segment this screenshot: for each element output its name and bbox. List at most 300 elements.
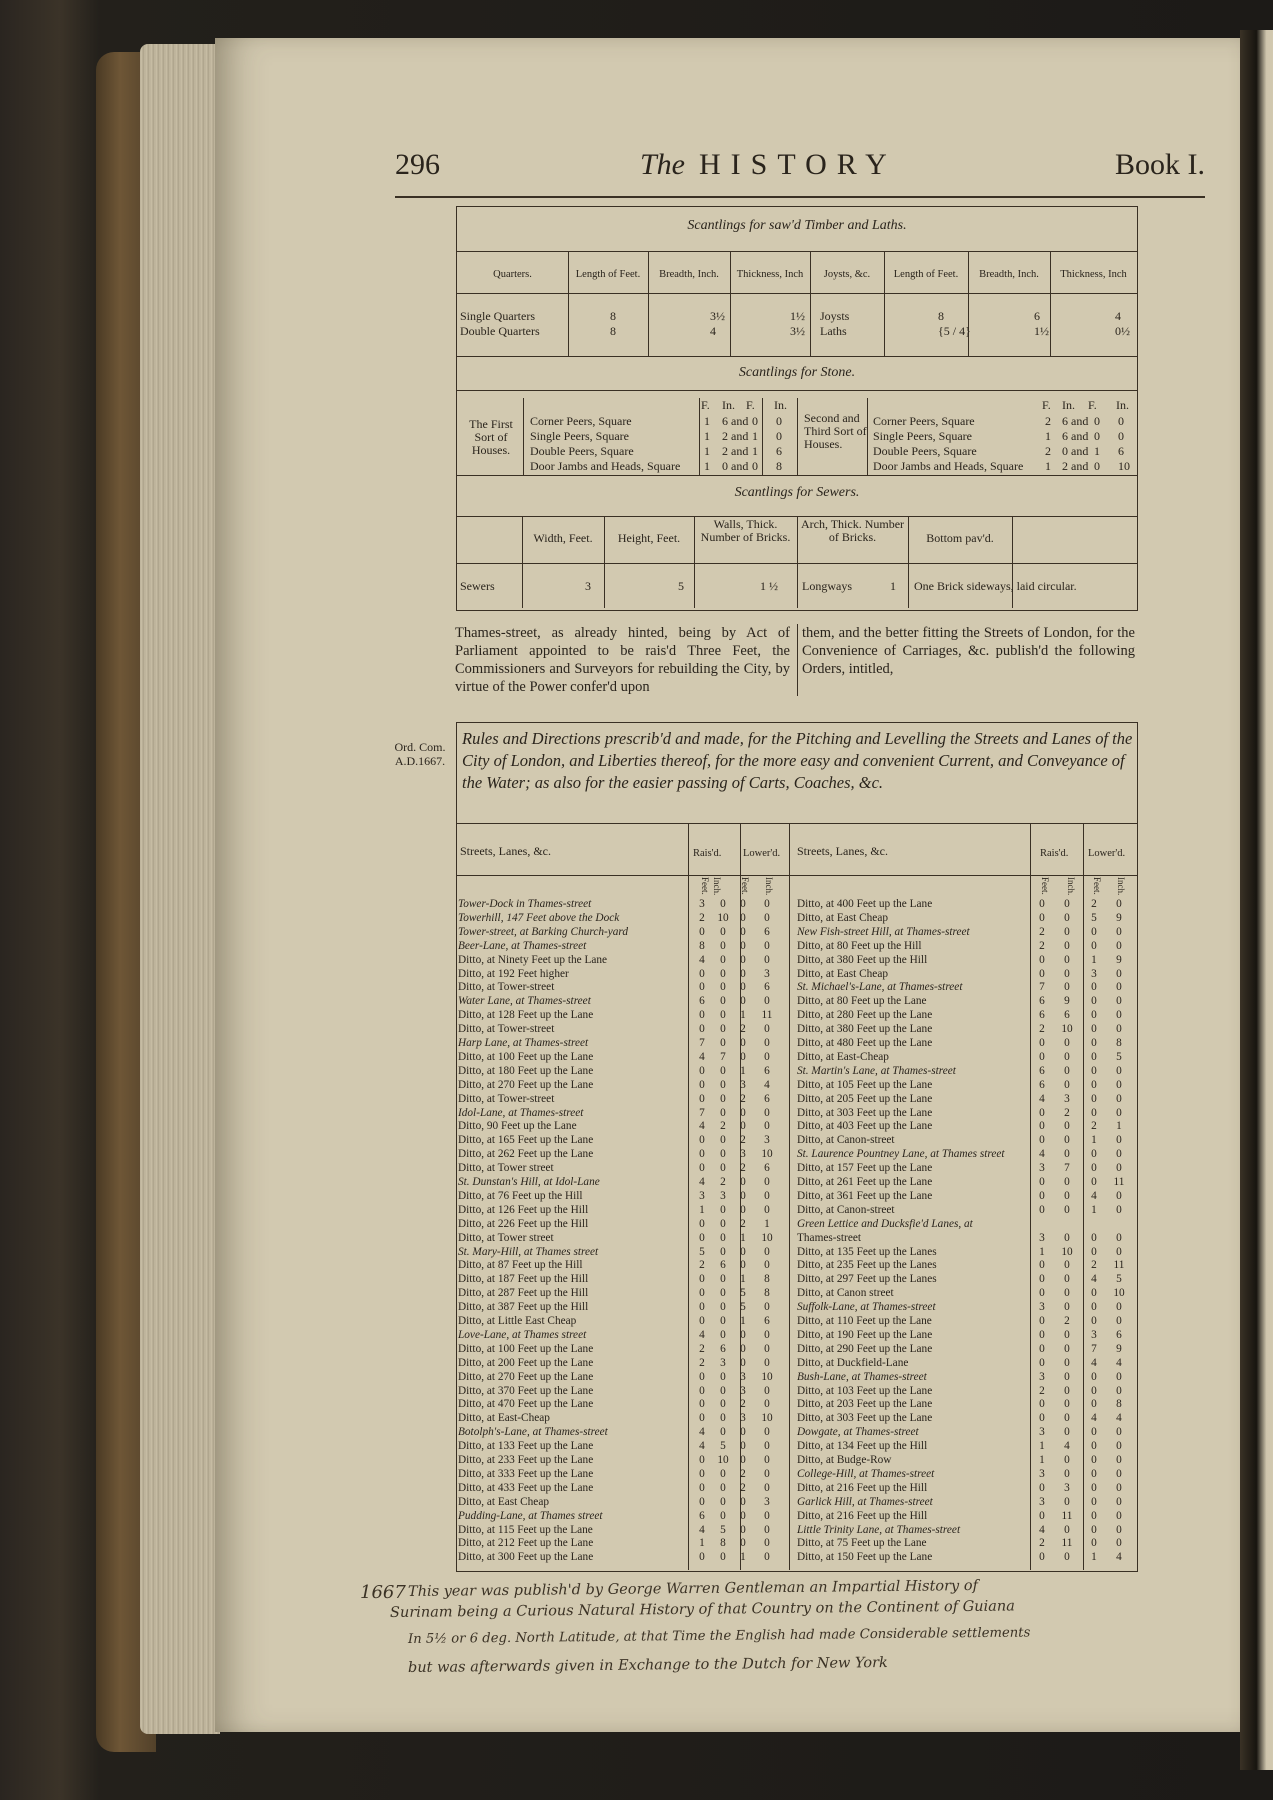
street-value: 4 [1039,1148,1045,1161]
street-value: 0 [1064,1342,1070,1355]
street-entry: Ditto, at East-Cheap [458,1412,550,1425]
book-gutter [1240,30,1273,1770]
street-entry: Ditto, at 400 Feet up the Lane [797,898,933,910]
stone-value: 0 [1118,429,1124,443]
street-value: 3 [740,1148,746,1161]
street-value: 5 [1116,1273,1122,1286]
street-value: 0 [1091,1148,1097,1161]
stone-value: 0 [752,459,758,473]
stone-value: 6 and [1062,414,1089,428]
street-value: 0 [1039,1203,1045,1216]
stone-value: 0 [776,414,782,428]
street-value: 0 [764,1454,770,1466]
unit-header: Feet. [700,877,710,895]
street-value: 0 [764,1176,770,1188]
street-value: 0 [1116,925,1122,938]
street-entry: Ditto, at Duckfield-Lane [797,1356,909,1369]
sewer-value: 1 [890,579,896,593]
street-value: 0 [1091,1009,1097,1022]
stone-value: 1 [752,444,758,458]
street-value: 8 [1116,1398,1122,1411]
street-value: 0 [1116,1454,1122,1466]
timber-row-label: Joysts [820,309,850,323]
street-value: 0 [1091,1078,1097,1091]
street-value: 10 [717,1454,729,1466]
prose-left: Thames-street, as already hinted, being by Act of Parliament appointed to be rais'd Three Feet, the Commissioners and Surveyors for rebuilding the City, by virtue of the Power confer'd upon [455,625,790,695]
street-value: 0 [1091,1537,1097,1550]
timber-row-label: Laths [820,324,847,338]
street-value: 0 [1039,1398,1045,1411]
street-value: 5 [720,1523,726,1536]
street-value: 4 [699,1426,705,1439]
stone-unit-header: In. [722,398,735,412]
street-value: 0 [1064,967,1070,980]
street-entry: New Fish-street Hill, at Thames-street [797,925,970,938]
timber-header: Length of Feet. [575,269,641,280]
street-value: 0 [720,953,726,966]
street-value: 0 [740,981,746,994]
street-entry: Ditto, at 157 Feet up the Lane [797,1162,933,1175]
street-value: 8 [720,1537,726,1550]
handwritten-line: Surinam being a Curious Natural History of that Country on the Continent of Guiana [389,1598,1015,1621]
street-value: 1 [699,1203,705,1216]
divider [762,398,763,475]
street-value: 2 [1091,1120,1097,1133]
street-value: 0 [720,1370,726,1383]
street-value: 0 [764,898,770,910]
street-value: 3 [1039,1495,1045,1508]
street-value: 2 [699,1356,705,1369]
column-divider [797,624,798,696]
divider [1012,516,1013,608]
street-entry: Ditto, at 262 Feet up the Lane [458,1148,594,1161]
street-value: 0 [720,1037,726,1049]
street-value: 10 [761,1231,773,1244]
street-entry: Ditto, at 203 Feet up the Lane [797,1398,933,1411]
stone-value: 0 [776,429,782,443]
stone-item: Single Peers, Square [530,429,629,443]
street-value: 0 [1116,1440,1122,1453]
sewer-header: Height, Feet. [617,531,681,545]
street-value: 3 [1039,1426,1045,1439]
street-value: 0 [720,1092,726,1105]
street-value: 0 [1064,1384,1070,1397]
street-value: 6 [1039,1009,1045,1022]
street-entry: Ditto, at 380 Feet up the Hill [797,953,928,966]
street-value: 0 [1116,1537,1122,1550]
divider [457,475,1137,476]
timber-value: 4 [710,324,716,338]
street-value: 0 [764,1537,770,1550]
street-entry: St. Mary-Hill, at Thames street [458,1245,599,1258]
stone-value: 1 [704,444,710,458]
street-value: 0 [1116,1370,1122,1383]
street-entry: Ditto, at East-Cheap [797,1050,889,1063]
street-value: 1 [1039,1440,1045,1453]
street-value: 0 [1091,1495,1097,1508]
timber-header: Breadth, Inch. [659,269,719,280]
street-entry: Ditto, at 192 Feet higher [458,967,569,980]
street-value: 4 [699,1176,705,1188]
stone-value: 2 and [722,429,749,443]
street-value: 0 [699,1273,705,1286]
street-value: 1 [1091,1203,1097,1216]
street-value: 0 [1064,1176,1070,1188]
street-value: 6 [720,1259,726,1272]
street-value: 0 [699,1148,705,1161]
street-entry: Ditto, at 387 Feet up the Hill [458,1301,589,1314]
street-entry: Ditto, at 297 Feet up the Lanes [797,1273,937,1286]
stone-item: Double Peers, Square [873,444,977,458]
street-entry: Ditto, at 100 Feet up the Lane [458,1342,594,1355]
stone-value: 0 [1094,429,1100,443]
street-value: 0 [699,981,705,994]
street-value: 0 [1064,1203,1070,1216]
street-value: 5 [720,1440,726,1453]
divider [568,251,569,356]
street-value: 0 [1116,981,1122,994]
street-entry: Ditto, at 200 Feet up the Lane [458,1356,594,1369]
street-value: 0 [1064,911,1070,924]
street-entry: Suffolk-Lane, at Thames-street [797,1301,936,1314]
street-value: 0 [1064,1273,1070,1286]
street-value: 0 [1116,1134,1122,1147]
street-entry: Ditto, at 470 Feet up the Lane [458,1398,594,1411]
street-value: 0 [1064,1426,1070,1439]
street-entry: Ditto, at 187 Feet up the Hill [458,1273,589,1286]
street-value: 0 [740,1537,746,1550]
street-value: 0 [1116,1426,1122,1439]
street-value: 0 [1064,1259,1070,1272]
street-value: 0 [764,1106,770,1119]
street-value: 0 [1064,1037,1070,1049]
timber-header: Thickness, Inch [736,269,804,280]
street-value: 0 [1039,967,1045,980]
street-value: 0 [740,898,746,910]
street-value: 9 [1116,953,1122,966]
street-value: 2 [1091,1259,1097,1272]
divider [884,251,885,356]
handwritten-line: but was afterwards given in Exchange to the Dutch for New York [407,1654,888,1676]
header-rule [395,196,1205,198]
divider [522,516,523,608]
street-value: 0 [764,1342,770,1355]
street-value: 0 [740,953,746,966]
street-value: 0 [740,1259,746,1272]
timber-header: Thickness, Inch [1060,269,1127,280]
street-entry: Ditto, at 87 Feet up the Hill [458,1259,583,1272]
street-value: 3 [1091,967,1097,980]
street-value: 2 [699,1259,705,1272]
stone-unit-header: In. [774,398,787,412]
street-value: 0 [1039,1551,1045,1564]
street-value: 0 [720,1467,726,1480]
street-value: 0 [1116,1509,1122,1522]
street-value: 0 [720,1315,726,1327]
street-value: 6 [1064,1009,1070,1022]
sewer-value: 1 ½ [760,579,778,593]
stone-value: 2 and [722,444,749,458]
sewer-label: Sewers [460,579,495,593]
street-value: 0 [764,1023,770,1036]
street-value: 1 [764,1217,770,1230]
stone-unit-header: F. [746,398,755,412]
rules-column-header: Streets, Lanes, &c. [797,844,888,858]
street-value: 0 [1091,1454,1097,1466]
street-value: 0 [764,1328,770,1341]
street-value: 1 [740,1551,746,1564]
street-value: 0 [699,1078,705,1091]
stone-value: 2 and [1062,459,1089,473]
street-value: 4 [699,1440,705,1453]
street-value: 6 [764,981,770,994]
divider [457,875,1137,876]
street-value: 11 [1113,1176,1125,1188]
divider [688,823,689,1570]
street-value: 0 [764,911,770,924]
street-value: 0 [1064,898,1070,910]
street-value: 0 [1116,1315,1122,1327]
street-value: 2 [740,1398,746,1411]
street-value: 1 [699,1537,705,1550]
street-entry: Ditto, at 216 Feet up the Hill [797,1509,928,1522]
street-value: 0 [740,1342,746,1355]
street-value: 2 [1064,1106,1070,1119]
stone-value: 8 [776,459,782,473]
street-value: 0 [1064,939,1070,952]
street-value: 0 [720,1064,726,1077]
street-value: 0 [720,967,726,980]
street-value: 0 [764,1259,770,1272]
street-entry: Ditto, at Ninety Feet up the Lane [458,953,608,966]
street-value: 0 [699,1412,705,1425]
street-value: 0 [1116,1245,1122,1258]
stone-unit-header: F. [1088,398,1097,412]
street-value: 2 [1039,939,1045,952]
stone-item: Double Peers, Square [530,444,634,458]
stone-value: 2 [1045,444,1051,458]
prose-right: them, and the better fitting the Streets of London, for the Convenience of Carriages, &c. publish'd the following Orders, intitled, [802,625,1135,677]
street-entry: Ditto, at East Cheap [797,967,888,980]
street-value: 0 [740,1440,746,1453]
stone-item: Corner Peers, Square [873,414,975,428]
stone-value: 6 [776,444,782,458]
street-value: 1 [1091,953,1097,966]
street-value: 2 [740,1481,746,1494]
street-entry: Water Lane, at Thames-street [458,995,591,1008]
street-value: 0 [1116,1023,1122,1036]
divider [968,251,969,356]
street-value: 8 [764,1287,770,1300]
page-edges [140,44,220,1734]
street-value: 11 [1061,1509,1073,1522]
street-value: 6 [1039,995,1045,1008]
street-entry: Ditto, at Tower-street [458,1092,555,1105]
running-title: The HISTORY [640,148,897,181]
street-value: 0 [1091,981,1097,994]
street-value: 0 [740,939,746,952]
street-entry: Beer-Lane, at Thames-street [458,939,587,952]
street-value: 0 [720,981,726,994]
street-value: 6 [1039,1078,1045,1091]
stone-unit-header: F. [1042,398,1051,412]
street-entry: Bush-Lane, at Thames-street [797,1370,927,1383]
street-value: 0 [1091,1162,1097,1175]
stone-unit-header: In. [1062,398,1075,412]
street-value: 0 [1064,1523,1070,1536]
street-entry: Towerhill, 147 Feet above the Dock [458,911,620,924]
street-value: 6 [1116,1328,1122,1341]
street-value: 0 [1064,1551,1070,1564]
street-value: 0 [740,1523,746,1536]
street-value: 0 [1091,1509,1097,1522]
street-value: 2 [740,1134,746,1147]
street-value: 0 [720,1328,726,1341]
street-value: 0 [1039,953,1045,966]
street-value: 0 [1116,1148,1122,1161]
timber-row-label: Single Quarters [460,309,535,323]
street-value: 4 [1116,1356,1122,1369]
street-value: 11 [1061,1537,1073,1550]
street-value: 0 [740,911,746,924]
street-value: 0 [740,1037,746,1049]
street-value: 0 [1116,1106,1122,1119]
street-value: 0 [720,939,726,952]
street-value: 0 [720,1162,726,1175]
street-value: 0 [1064,1050,1070,1063]
street-value: 0 [1064,1134,1070,1147]
street-value: 3 [1039,1231,1045,1244]
street-value: 2 [740,1467,746,1480]
timber-value: 8 [938,309,944,323]
street-value: 3 [720,1189,726,1202]
street-value: 0 [764,1426,770,1439]
unit-header: Feet. [1092,877,1102,895]
street-value: 0 [1064,1064,1070,1077]
stone-left-label: The First Sort of Houses. [469,417,513,457]
street-value: 0 [1116,1064,1122,1077]
street-value: 4 [699,1050,705,1063]
street-value: 0 [1064,1398,1070,1411]
street-value: 0 [1116,1495,1122,1508]
street-value: 0 [1064,1356,1070,1369]
street-value: 0 [720,1301,726,1314]
street-value: 0 [720,995,726,1008]
street-entry: Ditto, at 105 Feet up the Lane [797,1078,933,1091]
street-value: 0 [720,1551,726,1564]
street-value: 0 [1116,898,1122,910]
street-entry: Ditto, at Little East Cheap [458,1315,577,1327]
handwritten-year: 1667 [360,1582,406,1603]
street-value: 0 [1091,1384,1097,1397]
street-value: 0 [699,1370,705,1383]
lowered-header: Lower'd. [743,848,781,859]
street-value: 0 [764,1189,770,1202]
unit-header: Inch. [764,877,774,896]
divider [789,823,790,1570]
street-value: 0 [764,1509,770,1522]
street-entry: Ditto, at 303 Feet up the Lane [797,1412,933,1425]
street-value: 0 [1039,898,1045,910]
street-value: 0 [1039,1176,1045,1188]
street-value: 0 [764,995,770,1008]
stone-value: 0 [752,414,758,428]
lowered-header: Lower'd. [1088,848,1126,859]
street-value: 1 [740,1231,746,1244]
divider [648,251,649,356]
handwritten-line: In 5½ or 6 deg. North Latitude, at that Time the English had made Considerable settlements [407,1625,1031,1647]
timber-header: Breadth, Inch. [979,269,1039,280]
divider [1030,823,1031,1570]
street-value: 4 [1091,1189,1097,1202]
unit-header: Feet. [740,877,750,895]
street-value: 10 [761,1148,773,1161]
street-value: 10 [717,911,729,924]
sewers-title: Scantlings for Sewers. [734,485,860,500]
timber-value: {5 / 4} [938,324,971,338]
street-value: 3 [740,1078,746,1091]
street-value: 2 [699,911,705,924]
street-value: 0 [740,1106,746,1119]
stone-unit-header: In. [1116,398,1129,412]
street-value: 0 [764,1301,770,1314]
street-entry: Ditto, at 270 Feet up the Lane [458,1370,594,1383]
stone-item: Door Jambs and Heads, Square [530,459,681,473]
street-entry: Dowgate, at Thames-street [797,1426,919,1439]
street-value: 3 [740,1412,746,1425]
street-value: 0 [1091,1426,1097,1439]
street-value: 0 [1039,1356,1045,1369]
street-entry: Ditto, at 75 Feet up the Lane [797,1537,927,1550]
street-value: 0 [764,939,770,952]
street-value: 6 [720,1342,726,1355]
street-entry: Ditto, at 380 Feet up the Lane [797,1023,933,1036]
stone-value: 1 [704,459,710,473]
street-value: 9 [1064,995,1070,1008]
street-value: 3 [764,967,770,980]
street-entry: Ditto, at 300 Feet up the Lane [458,1551,594,1564]
margin-note: Ord. Com. A.D.1667. [394,740,446,768]
street-entry: College-Hill, at Thames-street [797,1467,935,1480]
street-value: 3 [1039,1301,1045,1314]
street-value: 0 [740,1328,746,1341]
street-entry: Harp Lane, at Thames-street [458,1037,589,1049]
street-value: 0 [764,1356,770,1369]
street-value: 4 [699,1328,705,1341]
street-value: 0 [1116,1078,1122,1091]
street-value: 6 [764,925,770,938]
stone-unit-header: F. [701,398,710,412]
street-value: 0 [1039,1342,1045,1355]
street-value: 3 [740,1384,746,1397]
street-value: 0 [1064,1078,1070,1091]
divider [523,398,524,475]
street-value: 0 [1091,939,1097,952]
street-value: 0 [1064,1412,1070,1425]
street-value: 0 [1116,967,1122,980]
street-entry: Ditto, at 126 Feet up the Hill [458,1203,589,1216]
street-value: 0 [699,1551,705,1564]
street-entry: St. Dunstan's Hill, at Idol-Lane [458,1176,600,1188]
timber-header: Length of Feet. [893,269,959,280]
street-value: 4 [1116,1412,1122,1425]
street-entry: Ditto, at 480 Feet up the Lane [797,1037,933,1049]
street-entry: Ditto, at Budge-Row [797,1454,892,1466]
street-entry: Ditto, at 190 Feet up the Lane [797,1328,933,1341]
street-value: 0 [1039,1328,1045,1341]
street-value: 4 [1064,1440,1070,1453]
stone-value: 1 [704,414,710,428]
